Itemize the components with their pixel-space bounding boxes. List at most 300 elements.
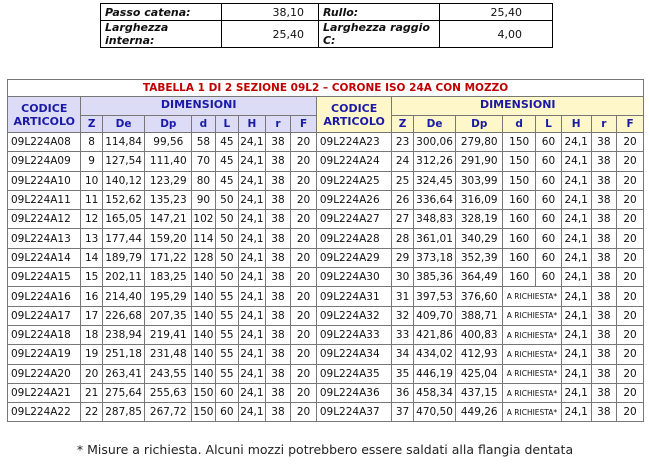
cell-h: 24,1 — [561, 345, 591, 364]
cell-d: 140 — [192, 345, 215, 364]
cell-l: 60 — [536, 229, 562, 248]
cell-de: 336,64 — [413, 190, 456, 209]
cell-f: 20 — [617, 152, 644, 171]
cell-dp: 316,09 — [456, 190, 503, 209]
cell-d: 150 — [503, 171, 536, 190]
cell-r: 38 — [265, 171, 291, 190]
cell-de: 385,36 — [413, 268, 456, 287]
cell-h: 24,1 — [561, 306, 591, 325]
cell-l: 50 — [215, 248, 238, 267]
cell-r: 38 — [265, 152, 291, 171]
params-row — [101, 4, 553, 21]
cell-r: 38 — [591, 171, 617, 190]
cell-f: 20 — [291, 287, 317, 306]
cell-r: 38 — [265, 248, 291, 267]
cell-h: 24,1 — [561, 403, 591, 422]
cell-z: 22 — [81, 403, 102, 422]
cell-h: 24,1 — [239, 171, 266, 190]
table-title: TABELLA 1 DI 2 SEZIONE 09L2 – CORONE ISO 24A CON MOZZO — [8, 80, 644, 97]
cell-h: 24,1 — [561, 133, 591, 152]
cell-h: 24,1 — [239, 364, 266, 383]
cell-z: 15 — [81, 268, 102, 287]
cell-dp: 352,39 — [456, 248, 503, 267]
cell-h: 24,1 — [239, 248, 266, 267]
table-row — [8, 248, 644, 267]
cell-r: 38 — [591, 133, 617, 152]
cell-dp: 147,21 — [145, 210, 192, 229]
cell-de: 238,94 — [102, 325, 145, 344]
code-header-line1: CODICE — [21, 101, 68, 115]
cell-f: 20 — [291, 268, 317, 287]
cell-l: 60 — [215, 403, 238, 422]
cell-z: 24 — [392, 152, 413, 171]
cell-d: 102 — [192, 210, 215, 229]
cell-z: 23 — [392, 133, 413, 152]
cell-de: 470,50 — [413, 403, 456, 422]
cell-f: 20 — [617, 133, 644, 152]
cell-r: 38 — [265, 345, 291, 364]
cell-l: 45 — [215, 171, 238, 190]
table-row — [8, 210, 644, 229]
on-request-cell: A RICHIESTA* — [503, 364, 562, 383]
cell-l: 55 — [215, 364, 238, 383]
cell-dp: 159,20 — [145, 229, 192, 248]
cell-z: 28 — [392, 229, 413, 248]
column-header-r: r — [591, 116, 617, 133]
cell-d: 140 — [192, 325, 215, 344]
cell-dp: 340,29 — [456, 229, 503, 248]
table-row — [8, 306, 644, 325]
article-code: 09L224A22 — [8, 403, 81, 422]
cell-z: 30 — [392, 268, 413, 287]
cell-f: 20 — [291, 152, 317, 171]
cell-l: 60 — [536, 133, 562, 152]
cell-f: 20 — [617, 287, 644, 306]
cell-f: 20 — [617, 325, 644, 344]
table-row — [8, 403, 644, 422]
cell-de: 446,19 — [413, 364, 456, 383]
cell-z: 26 — [392, 190, 413, 209]
footnote: * Misure a richiesta. Alcuni mozzi potrebbero essere saldati alla flangia dentata — [76, 442, 574, 457]
cell-l: 60 — [536, 248, 562, 267]
cell-de: 114,84 — [102, 133, 145, 152]
cell-de: 226,68 — [102, 306, 145, 325]
cell-r: 38 — [265, 325, 291, 344]
cell-dp: 412,93 — [456, 345, 503, 364]
cell-dp: 123,29 — [145, 171, 192, 190]
column-header-dp: Dp — [145, 116, 192, 133]
cell-r: 38 — [591, 364, 617, 383]
cell-dp: 183,25 — [145, 268, 192, 287]
cell-h: 24,1 — [239, 133, 266, 152]
cell-r: 38 — [265, 383, 291, 402]
column-header-r: r — [265, 116, 291, 133]
cell-h: 24,1 — [239, 287, 266, 306]
cell-l: 50 — [215, 229, 238, 248]
cell-r: 38 — [265, 287, 291, 306]
cell-de: 189,79 — [102, 248, 145, 267]
cell-l: 45 — [215, 133, 238, 152]
column-header-l: L — [215, 116, 238, 133]
code-header-line2: ARTICOLO — [13, 114, 75, 128]
cell-dp: 171,22 — [145, 248, 192, 267]
article-code: 09L224A26 — [316, 190, 392, 209]
table-row — [8, 171, 644, 190]
cell-dp: 376,60 — [456, 287, 503, 306]
cell-de: 324,45 — [413, 171, 456, 190]
cell-z: 17 — [81, 306, 102, 325]
on-request-cell: A RICHIESTA* — [503, 306, 562, 325]
cell-r: 38 — [265, 364, 291, 383]
cell-d: 160 — [503, 248, 536, 267]
cell-f: 20 — [617, 229, 644, 248]
cell-r: 38 — [591, 383, 617, 402]
cell-l: 45 — [215, 152, 238, 171]
cell-f: 20 — [291, 248, 317, 267]
cell-f: 20 — [291, 383, 317, 402]
cell-h: 24,1 — [239, 229, 266, 248]
article-code: 09L224A09 — [8, 152, 81, 171]
cell-d: 150 — [503, 133, 536, 152]
cell-de: 214,40 — [102, 287, 145, 306]
cell-r: 38 — [591, 248, 617, 267]
cell-f: 20 — [291, 403, 317, 422]
cell-dp: 303,99 — [456, 171, 503, 190]
cell-f: 20 — [291, 229, 317, 248]
cell-d: 140 — [192, 364, 215, 383]
cell-h: 24,1 — [561, 248, 591, 267]
cell-d: 150 — [503, 152, 536, 171]
cell-de: 202,11 — [102, 268, 145, 287]
cell-d: 160 — [503, 190, 536, 209]
cell-h: 24,1 — [561, 210, 591, 229]
on-request-cell: A RICHIESTA* — [503, 403, 562, 422]
article-code: 09L224A33 — [316, 325, 392, 344]
article-code: 09L224A24 — [316, 152, 392, 171]
table-row — [8, 229, 644, 248]
cell-dp: 279,80 — [456, 133, 503, 152]
cell-r: 38 — [591, 268, 617, 287]
cell-z: 11 — [81, 190, 102, 209]
on-request-cell: A RICHIESTA* — [503, 287, 562, 306]
column-header-z: Z — [392, 116, 413, 133]
cell-de: 177,44 — [102, 229, 145, 248]
article-code: 09L224A37 — [316, 403, 392, 422]
cell-de: 251,18 — [102, 345, 145, 364]
code-header-line1: CODICE — [331, 101, 378, 115]
cell-h: 24,1 — [239, 306, 266, 325]
cell-h: 24,1 — [561, 229, 591, 248]
cell-d: 160 — [503, 210, 536, 229]
cell-l: 60 — [536, 152, 562, 171]
cell-h: 24,1 — [561, 325, 591, 344]
table-row — [8, 152, 644, 171]
cell-h: 24,1 — [561, 190, 591, 209]
cell-r: 38 — [265, 403, 291, 422]
cell-d: 90 — [192, 190, 215, 209]
cell-de: 263,41 — [102, 364, 145, 383]
article-code: 09L224A17 — [8, 306, 81, 325]
cell-z: 16 — [81, 287, 102, 306]
article-code: 09L224A08 — [8, 133, 81, 152]
cell-h: 24,1 — [239, 210, 266, 229]
cell-h: 24,1 — [561, 383, 591, 402]
article-code: 09L224A35 — [316, 364, 392, 383]
article-code: 09L224A30 — [316, 268, 392, 287]
cell-r: 38 — [591, 190, 617, 209]
cell-z: 9 — [81, 152, 102, 171]
article-code: 09L224A31 — [316, 287, 392, 306]
param-value2: 25,40 — [440, 4, 553, 21]
cell-z: 13 — [81, 229, 102, 248]
cell-dp: 449,26 — [456, 403, 503, 422]
cell-h: 24,1 — [561, 364, 591, 383]
article-code: 09L224A23 — [316, 133, 392, 152]
cell-z: 37 — [392, 403, 413, 422]
cell-f: 20 — [617, 306, 644, 325]
cell-f: 20 — [617, 403, 644, 422]
param-label2: Larghezza raggio C: — [318, 21, 439, 48]
param-label2: Rullo: — [318, 4, 439, 21]
cell-f: 20 — [291, 364, 317, 383]
cell-dp: 267,72 — [145, 403, 192, 422]
cell-de: 300,06 — [413, 133, 456, 152]
cell-z: 12 — [81, 210, 102, 229]
cell-de: 275,64 — [102, 383, 145, 402]
cell-dp: 400,83 — [456, 325, 503, 344]
cell-f: 20 — [617, 190, 644, 209]
cell-l: 55 — [215, 325, 238, 344]
cell-r: 38 — [265, 210, 291, 229]
article-code: 09L224A13 — [8, 229, 81, 248]
article-code: 09L224A12 — [8, 210, 81, 229]
cell-z: 29 — [392, 248, 413, 267]
code-header-left — [8, 97, 81, 133]
param-label1: Larghezza interna: — [101, 21, 222, 48]
cell-d: 80 — [192, 171, 215, 190]
cell-d: 140 — [192, 287, 215, 306]
table-row — [8, 364, 644, 383]
cell-r: 38 — [591, 403, 617, 422]
cell-h: 24,1 — [561, 152, 591, 171]
cell-z: 27 — [392, 210, 413, 229]
cell-de: 409,70 — [413, 306, 456, 325]
cell-z: 18 — [81, 325, 102, 344]
table-row — [8, 190, 644, 209]
cell-dp: 195,29 — [145, 287, 192, 306]
cell-de: 373,18 — [413, 248, 456, 267]
column-header-h: H — [561, 116, 591, 133]
cell-l: 55 — [215, 287, 238, 306]
cell-f: 20 — [291, 345, 317, 364]
cell-l: 60 — [536, 171, 562, 190]
cell-d: 150 — [192, 403, 215, 422]
cell-h: 24,1 — [239, 403, 266, 422]
cell-de: 397,53 — [413, 287, 456, 306]
column-header-z: Z — [81, 116, 102, 133]
cell-z: 31 — [392, 287, 413, 306]
cell-d: 114 — [192, 229, 215, 248]
cell-dp: 388,71 — [456, 306, 503, 325]
cell-r: 38 — [265, 133, 291, 152]
cell-dp: 291,90 — [456, 152, 503, 171]
cell-r: 38 — [265, 190, 291, 209]
cell-dp: 207,35 — [145, 306, 192, 325]
cell-z: 10 — [81, 171, 102, 190]
param-value1: 25,40 — [222, 21, 319, 48]
cell-dp: 99,56 — [145, 133, 192, 152]
article-code: 09L224A36 — [316, 383, 392, 402]
sprocket-dimensions-table — [7, 79, 644, 422]
cell-de: 348,83 — [413, 210, 456, 229]
cell-z: 8 — [81, 133, 102, 152]
article-code: 09L224A32 — [316, 306, 392, 325]
cell-r: 38 — [591, 152, 617, 171]
cell-r: 38 — [265, 306, 291, 325]
cell-f: 20 — [617, 248, 644, 267]
cell-r: 38 — [591, 210, 617, 229]
cell-l: 60 — [536, 268, 562, 287]
cell-dp: 135,23 — [145, 190, 192, 209]
article-code: 09L224A21 — [8, 383, 81, 402]
article-code: 09L224A20 — [8, 364, 81, 383]
cell-h: 24,1 — [239, 345, 266, 364]
cell-d: 140 — [192, 306, 215, 325]
cell-de: 361,01 — [413, 229, 456, 248]
cell-r: 38 — [591, 345, 617, 364]
cell-d: 160 — [503, 229, 536, 248]
cell-z: 21 — [81, 383, 102, 402]
table-row — [8, 345, 644, 364]
cell-h: 24,1 — [561, 268, 591, 287]
table-row — [8, 383, 644, 402]
cell-r: 38 — [591, 306, 617, 325]
column-header-d: d — [192, 116, 215, 133]
article-code: 09L224A15 — [8, 268, 81, 287]
article-code: 09L224A29 — [316, 248, 392, 267]
article-code: 09L224A14 — [8, 248, 81, 267]
cell-l: 60 — [536, 210, 562, 229]
cell-f: 20 — [617, 345, 644, 364]
cell-l: 55 — [215, 306, 238, 325]
cell-l: 55 — [215, 345, 238, 364]
cell-h: 24,1 — [239, 268, 266, 287]
cell-de: 165,05 — [102, 210, 145, 229]
cell-f: 20 — [617, 171, 644, 190]
cell-de: 434,02 — [413, 345, 456, 364]
cell-z: 19 — [81, 345, 102, 364]
cell-f: 20 — [617, 268, 644, 287]
on-request-cell: A RICHIESTA* — [503, 325, 562, 344]
column-header-de: De — [413, 116, 456, 133]
param-value2: 4,00 — [440, 21, 553, 48]
cell-z: 32 — [392, 306, 413, 325]
column-header-dp: Dp — [456, 116, 503, 133]
cell-h: 24,1 — [239, 383, 266, 402]
article-code: 09L224A16 — [8, 287, 81, 306]
cell-d: 160 — [503, 268, 536, 287]
dimensions-header-left: DIMENSIONI — [81, 97, 316, 116]
article-code: 09L224A19 — [8, 345, 81, 364]
cell-l: 50 — [215, 210, 238, 229]
cell-d: 140 — [192, 268, 215, 287]
cell-dp: 243,55 — [145, 364, 192, 383]
cell-h: 24,1 — [561, 287, 591, 306]
column-header-f: F — [617, 116, 644, 133]
cell-de: 458,34 — [413, 383, 456, 402]
cell-r: 38 — [265, 229, 291, 248]
table-row — [8, 325, 644, 344]
chain-parameters-table — [100, 3, 553, 48]
cell-h: 24,1 — [239, 325, 266, 344]
column-header-d: d — [503, 116, 536, 133]
code-header-line2: ARTICOLO — [323, 114, 385, 128]
cell-dp: 364,49 — [456, 268, 503, 287]
cell-dp: 231,48 — [145, 345, 192, 364]
cell-f: 20 — [617, 210, 644, 229]
cell-f: 20 — [291, 190, 317, 209]
cell-d: 128 — [192, 248, 215, 267]
cell-dp: 219,41 — [145, 325, 192, 344]
code-header-right — [316, 97, 392, 133]
params-row — [101, 21, 553, 48]
article-code: 09L224A27 — [316, 210, 392, 229]
cell-l: 60 — [536, 190, 562, 209]
table-row — [8, 287, 644, 306]
cell-z: 14 — [81, 248, 102, 267]
cell-f: 20 — [617, 383, 644, 402]
article-code: 09L224A25 — [316, 171, 392, 190]
cell-f: 20 — [291, 306, 317, 325]
cell-de: 152,62 — [102, 190, 145, 209]
cell-de: 421,86 — [413, 325, 456, 344]
cell-d: 150 — [192, 383, 215, 402]
param-label1: Passo catena: — [101, 4, 222, 21]
cell-z: 20 — [81, 364, 102, 383]
cell-z: 36 — [392, 383, 413, 402]
cell-z: 25 — [392, 171, 413, 190]
column-header-de: De — [102, 116, 145, 133]
on-request-cell: A RICHIESTA* — [503, 345, 562, 364]
cell-de: 287,85 — [102, 403, 145, 422]
cell-r: 38 — [591, 287, 617, 306]
article-code: 09L224A10 — [8, 171, 81, 190]
column-header-h: H — [239, 116, 266, 133]
cell-z: 34 — [392, 345, 413, 364]
dimensions-header-right: DIMENSIONI — [392, 97, 644, 116]
article-code: 09L224A11 — [8, 190, 81, 209]
cell-f: 20 — [291, 133, 317, 152]
table-row — [8, 268, 644, 287]
cell-dp: 328,19 — [456, 210, 503, 229]
cell-l: 60 — [215, 383, 238, 402]
cell-f: 20 — [617, 364, 644, 383]
cell-h: 24,1 — [561, 171, 591, 190]
cell-f: 20 — [291, 210, 317, 229]
column-header-f: F — [291, 116, 317, 133]
cell-r: 38 — [591, 229, 617, 248]
cell-dp: 111,40 — [145, 152, 192, 171]
cell-r: 38 — [591, 325, 617, 344]
cell-h: 24,1 — [239, 190, 266, 209]
column-header-l: L — [536, 116, 562, 133]
cell-r: 38 — [265, 268, 291, 287]
cell-l: 50 — [215, 268, 238, 287]
cell-de: 140,12 — [102, 171, 145, 190]
cell-d: 70 — [192, 152, 215, 171]
article-code: 09L224A28 — [316, 229, 392, 248]
cell-h: 24,1 — [239, 152, 266, 171]
